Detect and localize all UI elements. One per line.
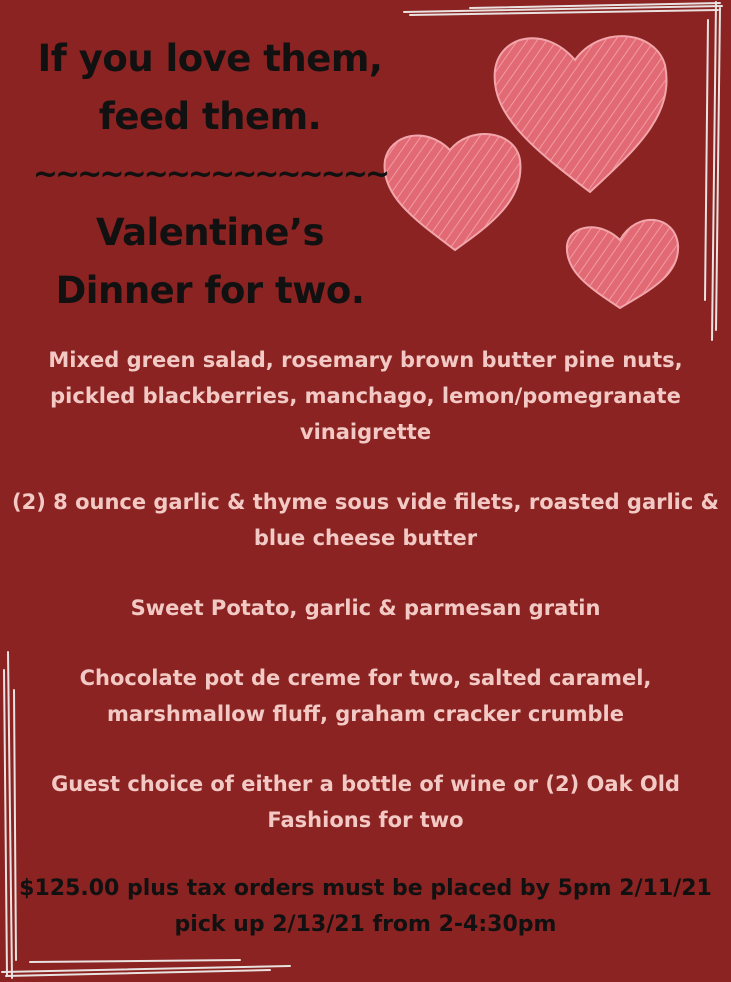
order-info [8, 871, 723, 943]
menu-item-dessert: Chocolate pot de creme for two, salted caramel, marshmallow fluff, graham cracker crumble [79, 666, 652, 726]
menu-item-drinks: Guest choice of either a bottle of wine or (2) Oak Old Fashions for two [51, 772, 680, 832]
hearts-decoration [375, 20, 695, 320]
headline-line-4: Dinner for two. [55, 269, 365, 312]
headline [10, 30, 410, 320]
menu-item-filets: (2) 8 ounce garlic & thyme sous vide filets, roasted garlic & blue cheese butter [12, 490, 719, 550]
menu-item-salad: Mixed green salad, rosemary brown butter pine nuts, pickled blackberries, manchago, lemon/pomegranate vinaigrette [48, 348, 683, 444]
headline-line-1: If you love them, [37, 37, 383, 80]
order-pickup-time: pick up 2/13/21 from 2-4:30pm [174, 912, 557, 937]
menu-list [8, 342, 723, 872]
tilde-divider: ~~~~~~~~~~~~~~~~ [32, 157, 388, 192]
menu-item-gratin: Sweet Potato, garlic & parmesan gratin [130, 596, 601, 620]
headline-line-2: feed them. [98, 95, 322, 138]
heart-small-icon [567, 220, 678, 308]
order-price-deadline: $125.00 plus tax orders must be placed by 5pm 2/11/21 [19, 876, 712, 901]
headline-line-3: Valentine’s [95, 211, 325, 254]
